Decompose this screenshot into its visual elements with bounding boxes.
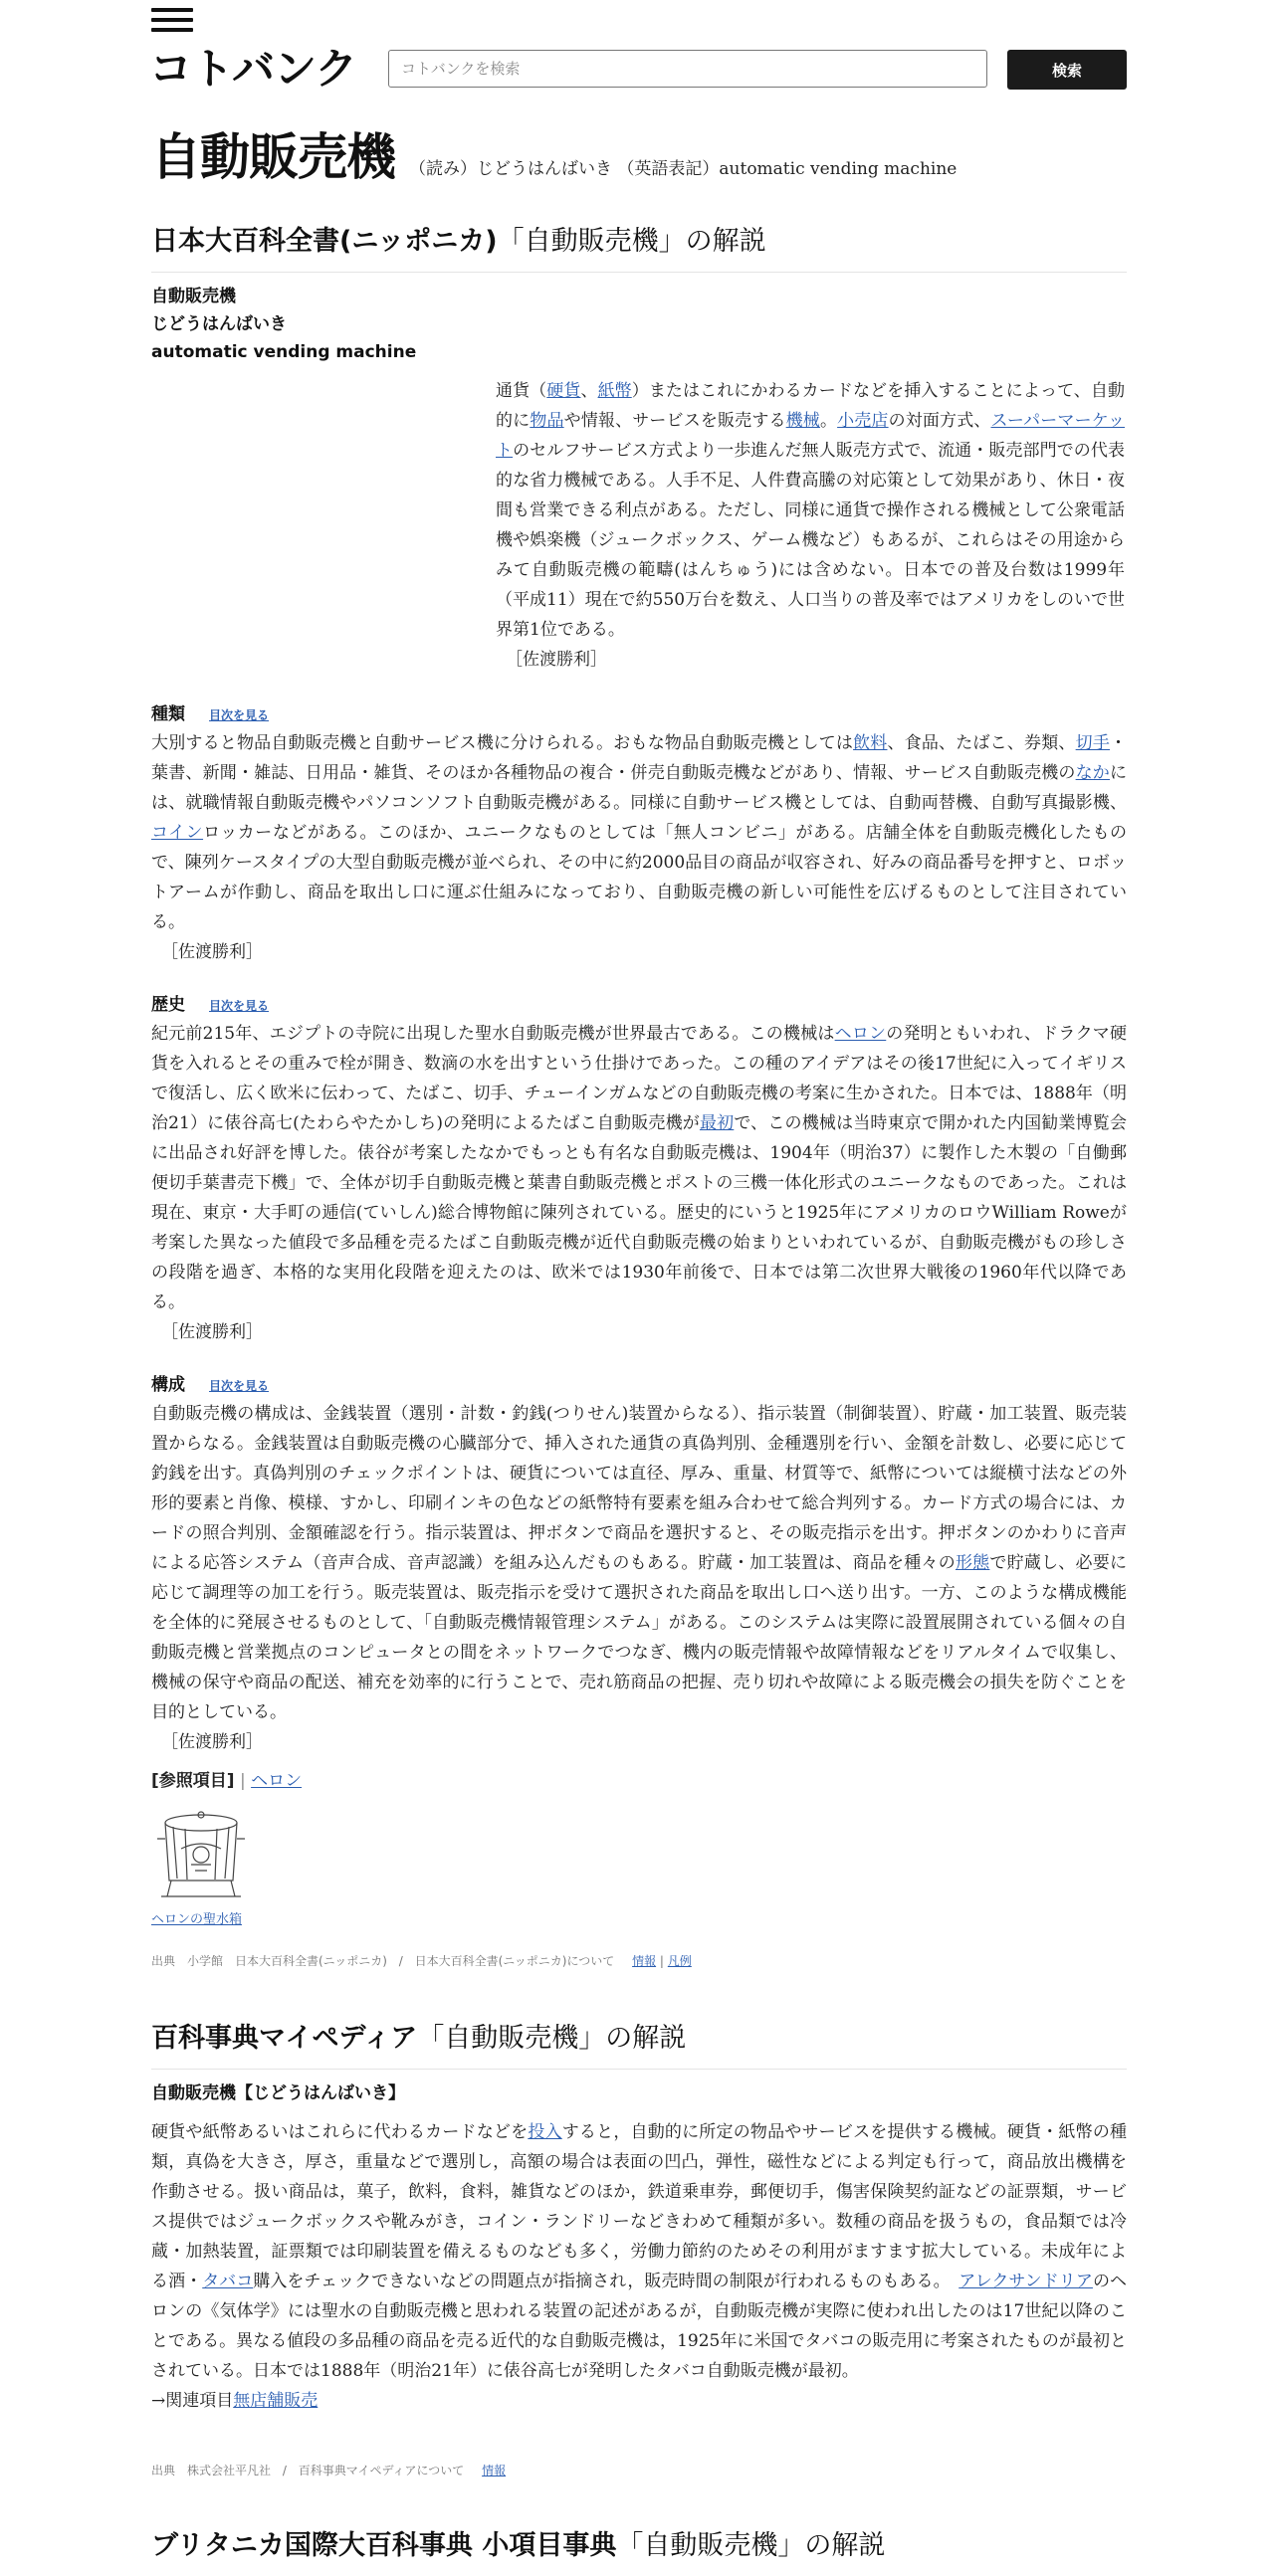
figure-heron[interactable] bbox=[151, 1809, 261, 1930]
reference-label: [参照項目] bbox=[151, 1771, 235, 1791]
link-kouriten[interactable]: 小売店 bbox=[837, 411, 889, 431]
britannica-heading: ブリタニカ国際大百科事典 小項目事典「自動販売機」の解説 bbox=[151, 2530, 886, 2561]
author-credit: ［佐渡勝利］ bbox=[161, 1322, 263, 1342]
section-title: 歴史 bbox=[151, 995, 185, 1015]
link-kouka[interactable]: 硬貨 bbox=[546, 381, 581, 401]
source-mypedia: 出典 株式会社平凡社 / 百科事典マイペディアについて 情報 bbox=[151, 2464, 507, 2477]
link-naka[interactable]: なか bbox=[1075, 763, 1111, 783]
nipponica-headwords bbox=[151, 283, 1127, 366]
source-info-link[interactable]: 情報 bbox=[632, 1954, 657, 1968]
source-nipponica: 出典 小学館 日本大百科全書(ニッポニカ) / 日本大百科全書(ニッポニカ)について 情報 | 凡例 bbox=[151, 1954, 692, 1968]
section-title: 種類 bbox=[151, 704, 185, 724]
link-buppin[interactable]: 物品 bbox=[530, 411, 564, 431]
figure-caption[interactable]: ヘロンの聖水箱 bbox=[151, 1912, 243, 1927]
search-input[interactable] bbox=[388, 50, 987, 88]
toc-link[interactable]: 目次を見る bbox=[209, 1379, 270, 1393]
headword-kanji: 自動販売機 bbox=[151, 287, 236, 306]
headword-english: automatic vending machine bbox=[151, 342, 417, 362]
link-shihei[interactable]: 紙幣 bbox=[597, 381, 632, 401]
author-credit: ［佐渡勝利］ bbox=[161, 942, 263, 962]
site-logo[interactable]: コトバンク bbox=[149, 45, 357, 95]
section-rekishi bbox=[151, 991, 1127, 1347]
mypedia-headword: 自動販売機【じどうはんばいき】 bbox=[151, 2083, 405, 2103]
link-kikai[interactable]: 機械 bbox=[785, 411, 820, 431]
toc-link[interactable]: 目次を見る bbox=[209, 708, 270, 722]
section-shurui bbox=[151, 700, 1127, 967]
link-tabako[interactable]: タバコ bbox=[202, 2272, 254, 2291]
source-info-link[interactable]: 情報 bbox=[482, 2464, 507, 2477]
author-credit: ［佐渡勝利］ bbox=[506, 650, 607, 670]
link-mutenpo-hanbai[interactable]: 無店舗販売 bbox=[233, 2391, 319, 2411]
link-coin[interactable]: コイン bbox=[151, 823, 204, 843]
link-tounyuu[interactable]: 投入 bbox=[528, 2122, 562, 2142]
page-title: 自動販売機 bbox=[151, 128, 395, 186]
page-title-block bbox=[151, 117, 957, 189]
link-saisho[interactable]: 最初 bbox=[699, 1113, 735, 1133]
author-credit: ［佐渡勝利］ bbox=[161, 1732, 263, 1752]
link-heron[interactable]: ヘロン bbox=[834, 1024, 887, 1044]
link-keitai[interactable]: 形態 bbox=[955, 1553, 990, 1573]
link-kitte[interactable]: 切手 bbox=[1075, 733, 1111, 753]
section-body: 大別すると物品自動販売機と自動サービス機に分けられる。おもな物品自動販売機としては飲料、食品、たばこ、券類、切手・葉書、新聞・雑誌、日用品・雑貨、そのほか各種物品の複合・併売自動販売機などがあり、情報、サービス自動販売機のなかには、就職情報自動販売機やパソコンソフト自動販売機がある。同様に自動サービス機としては、自動両替機、自動写真撮影機、コインロッカーなどがある。このほか、ユニークなものとしては「無人コンビニ」がある。店舗全体を自動販売機化したもので、陳列ケースタイプの大型自動販売機が並べられ、その中に約2000品目の商品が収容され、好みの商品番号を押すと、ロボットアームが作動し、商品を取出し口に運ぶ仕組みになっており、自動販売機の新しい可能性を広げるものとして注目されている。 bbox=[151, 733, 1128, 932]
heron-holy-water-illustration[interactable] bbox=[151, 1809, 251, 1906]
link-alexandria[interactable]: アレクサンドリア bbox=[958, 2272, 1093, 2291]
menu-icon[interactable] bbox=[151, 8, 193, 38]
mypedia-heading-block bbox=[151, 2016, 1127, 2070]
related-items: →関連項目無店舗販売 bbox=[151, 2391, 319, 2411]
toc-link[interactable]: 目次を見る bbox=[209, 999, 270, 1013]
page-reading: （読み）じどうはんばいき （英語表記）automatic vending machine bbox=[409, 159, 958, 179]
headword-reading: じどうはんばいき bbox=[151, 314, 287, 334]
search-button[interactable]: 検索 bbox=[1007, 50, 1127, 90]
mypedia-body: 硬貨や紙幣あるいはこれらに代わるカードなどを投入すると，自動的に所定の物品やサービスを提供する機械。硬貨・紙幣の種類，真偽を大きさ，厚さ，重量などで選別し，高額の場合は表面の凹凸，弾性，磁性などによる判定も行って，商品放出機構を作動させる。扱い商品は，菓子，飲料，食料，雑貨などのほか，鉄道乗車券，郵便切手，傷害保険契約証などの証票類，サービス提供ではジュークボックスや靴みがき，コイン・ランドリーなどきわめて種類が多い。数種の商品を扱うもの，食品類では冷蔵・加熱装置，証票類では印刷装置を備えるものなども多く，労働力節約のためその利用がますます拡大している。未成年による酒・タバコ購入をチェックできないなどの問題点が指摘され，販売時間の制限が行われるものもある。 アレクサンドリアのヘロンの《気体学》には聖水の自動販売機と思われる装置の記述があるが，自動販売機が実際に使われ出したのは17世紀以降のことである。異なる値段の多品種の商品を売る近代的な自動販売機は，1925年に米国でタバコの販売用に考案されたものが最初とされている。日本では1888年（明治21年）に俵谷高七が発明したタバコ自動販売機が最初。 →関連項目無店舗販売 bbox=[151, 2117, 1127, 2416]
link-inryou[interactable]: 飲料 bbox=[853, 733, 888, 753]
section-body: 自動販売機の構成は、金銭装置（選別・計数・釣銭(つりせん)装置からなる）、指示装置（制御装置）、貯蔵・加工装置、販売装置からなる。金銭装置は自動販売機の心臓部分で、挿入された通貨の真偽判別、金種選別を行い、金額を計数し、必要に応じて釣銭を出す。真偽判別のチェックポイントは、硬貨については直径、厚み、重量、材質等で、紙幣については縦横寸法などの外形的要素と肖像、模様、すかし、印刷インキの色などの紙幣特有要素を組み合わせて総合判列する。カード方式の場合には、カードの照合判別、金額確認を行う。指示装置は、押ボタンで商品を選択すると、その販売指示を出す。押ボタンのかわりに音声による応答システム（音声合成、音声認識）を組み込んだものもある。貯蔵・加工装置は、商品を種々の形態で貯蔵し、必要に応じて調理等の加工を行う。販売装置は、販売指示を受けて選択された商品を取出し口へ送り出す。一方、このような構成機能を全体的に発展させるものとして、「自動販売機情報管理システム」がある。このシステムは実際に設置展開されている個々の自動販売機と営業拠点のコンピュータとの間をネットワークでつなぎ、機内の販売情報や故障情報などをリアルタイムで収集し、機械の保守や商品の配送、補充を効率的に行うことで、売れ筋商品の把握、売り切れや故障による販売機会の損失を防ぐことを目的としている。 bbox=[151, 1404, 1127, 1722]
britannica-heading-block bbox=[151, 2523, 1127, 2576]
section-title: 構成 bbox=[151, 1375, 185, 1395]
link-supermarket[interactable]: スーパーマーケット bbox=[496, 411, 1126, 461]
reference-link-heron[interactable]: ヘロン bbox=[251, 1771, 303, 1791]
section-kousei bbox=[151, 1371, 1127, 1757]
nipponica-intro: 通貨（硬貨、紙幣）またはこれにかわるカードなどを挿入することによって、自動的に物品や情報、サービスを販売する機械。小売店の対面方式、スーパーマーケットのセルフサービス方式より一歩進んだ無人販売方式で、流通・販売部門での代表的な省力機械である。人手不足、人件費高騰の対応策として効果があり、休日・夜間も営業できる利点がある。ただし、同様に通貨で操作される機械として公衆電話機や娯楽機（ジュークボックス、ゲーム機など）もあるが、これらはその用途からみて自動販売機の範疇(はんちゅう)には含めない。日本での普及台数は1999年（平成11）現在で約550万台を数え、人口当りの普及率ではアメリカをしのいで世界第1位である。 ［佐渡勝利］ bbox=[496, 376, 1125, 675]
mypedia-heading: 百科事典マイペディア「自動販売機」の解説 bbox=[151, 2016, 1127, 2070]
nipponica-heading-block bbox=[151, 219, 1127, 273]
source-hanrei-link[interactable]: 凡例 bbox=[667, 1954, 692, 1968]
section-body: 紀元前215年、エジプトの寺院に出現した聖水自動販売機が世界最古である。この機械はヘロンの発明ともいわれ、ドラクマ硬貨を入れるとその重みで栓が開き、数滴の水を出すという仕掛けであった。この種のアイデアはその後17世紀に入ってイギリスで復活し、広く欧米に伝わって、たばこ、切手、チューインガムなどの自動販売機の考案に生かされた。日本では、1888年（明治21）に俵谷高七(たわらやたかしち)の発明によるたばこ自動販売機が最初で、この機械は当時東京で開かれた内国勧業博覧会に出品され好評を博した。俵谷が考案したなかでもっとも有名な自動販売機は、1904年（明治37）に製作した木製の「自働郵便切手葉書売下機」で、全体が切手自動販売機と葉書自動販売機とポストの三機一体化形式のユニークなものであった。これは現在、東京・大手町の逓信(ていしん)総合博物館に陳列されている。歴史的にいうと1925年にアメリカのロウWilliam Roweが考案した異なった値段で多品種を売るたばこ自動販売機が近代自動販売機の始まりといわれているが、自動販売機がもの珍しさの段階を過ぎ、本格的な実用化段階を迎えたのは、欧米では1930年前後で、日本では第二次世界大戦後の1960年代以降である。 bbox=[151, 1024, 1128, 1312]
reference-line: [参照項目] | ヘロン bbox=[151, 1771, 303, 1791]
nipponica-heading: 日本大百科全書(ニッポニカ)「自動販売機」の解説 bbox=[151, 219, 1127, 273]
